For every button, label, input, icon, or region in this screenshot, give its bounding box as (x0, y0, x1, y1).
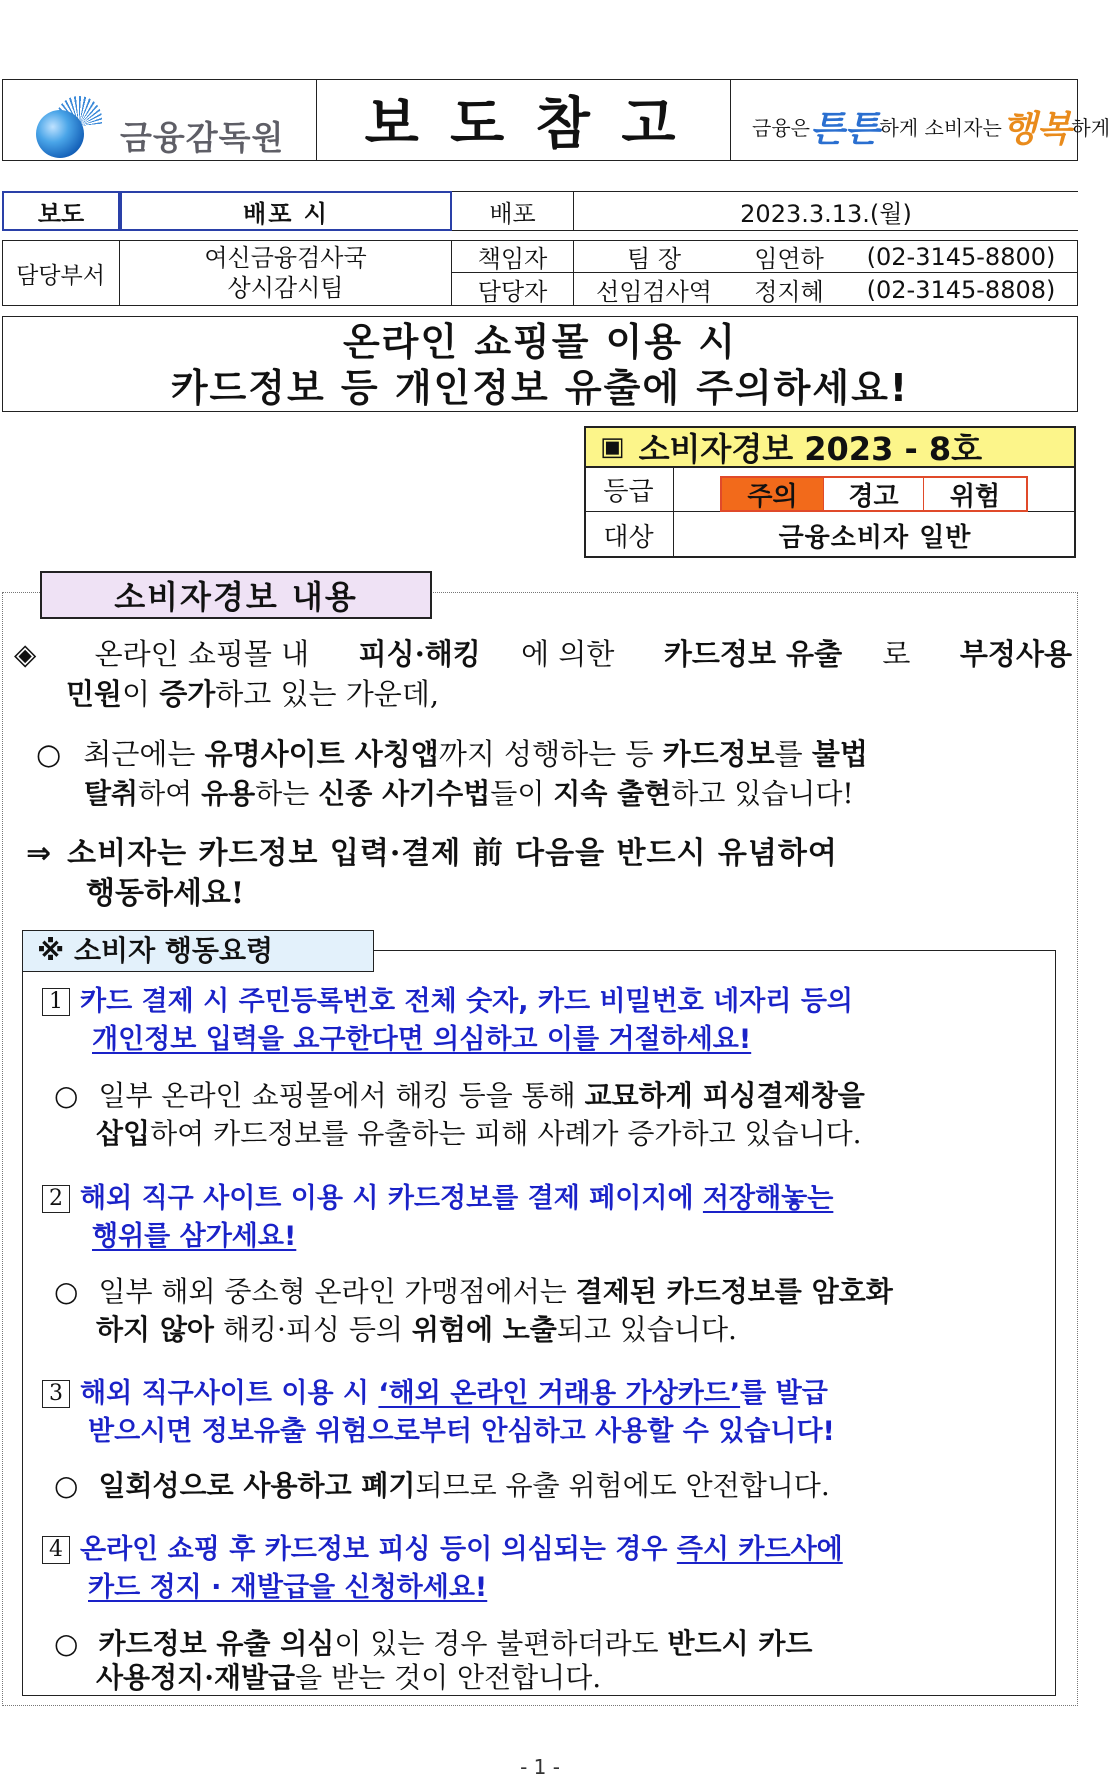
item-number-2: 2 (42, 1185, 70, 1213)
arrow-line2: 행동하세요! (86, 876, 245, 911)
guide-item-2-body (54, 1273, 1054, 1349)
item2-b-t1: 일부 해외 중소형 온라인 가맹점에서는 (98, 1275, 576, 1308)
contact-phone: (02-3145-8808) (866, 275, 1056, 304)
alert-title-bar (584, 426, 1076, 468)
intro2-t7: 하고 있습니다! (671, 777, 854, 810)
grade-caution: 주의 (720, 476, 824, 512)
item1-b-b1: 교묘하게 피싱결제창을 (584, 1079, 865, 1112)
target-label: 대상 (584, 512, 674, 558)
contact-title: 팀 장 (627, 245, 681, 273)
bullet-icon: ○ (54, 1627, 79, 1660)
bullet-icon: ○ (54, 1079, 79, 1112)
intro-t3: 로 (882, 637, 920, 671)
logo-globe-icon (36, 110, 84, 158)
release-label: 보도 (2, 191, 120, 231)
dept-line1: 여신금융검사국 (204, 244, 367, 272)
guide-item-3-body (54, 1467, 1054, 1505)
intro-b5: 증가 (159, 677, 216, 711)
intro2-t3: 를 (774, 737, 812, 771)
distribute-label: 배포 (452, 191, 574, 231)
intro-paragraph (14, 634, 1072, 714)
contact-name: 정지혜 (754, 278, 824, 306)
intro-b4: 민원 (66, 677, 123, 711)
item2-b-t3: 되고 있습니다. (556, 1313, 737, 1346)
org-name: 금융감독원 (120, 118, 285, 157)
intro2-t6: 들이 (490, 777, 554, 810)
intro2-paragraph (36, 734, 1072, 814)
item3-head1a: 해외 직구사이트 이용 시 (80, 1378, 379, 1409)
item4-head2: 카드 정지 · 재발급을 신청하세요! (88, 1572, 488, 1603)
bullet-icon: ○ (36, 737, 62, 771)
intro2-b6: 신종 사기수법 (318, 777, 491, 810)
content-title: 소비자경보 내용 (40, 571, 432, 619)
release-date: 2023.3.13.(월) (740, 199, 912, 228)
guide-item-1-body (54, 1077, 1054, 1153)
page-number: - 1 - (520, 1755, 560, 1779)
intro2-t2: 까지 성행하는 등 (438, 737, 663, 771)
item4-b-b2: 반드시 카드 (667, 1627, 813, 1660)
bullet-icon: ○ (54, 1469, 79, 1502)
contact-name: 임연하 (754, 245, 824, 273)
logo (36, 96, 296, 156)
doc-type-title: 보 도 참 고 (364, 92, 682, 157)
guide-item-4-body (54, 1627, 1054, 1695)
intro2-b1: 유명사이트 사칭앱 (204, 737, 439, 771)
item3-head1b: ‘해외 온라인 거래용 가상카드’ (378, 1378, 741, 1409)
guide-title: ※ 소비자 행동요령 (22, 930, 374, 972)
guide-item-1-heading (42, 983, 1052, 1059)
item-number-4: 4 (42, 1536, 70, 1564)
diamond-icon: ◈ (14, 637, 37, 671)
intro-t2: 에 의한 (521, 637, 624, 671)
item4-b-b1: 카드정보 유출 의심 (98, 1627, 335, 1660)
item3-b-t1: 되므로 유출 위험에도 안전합니다. (415, 1469, 830, 1502)
slogan-part1: 금융은 (752, 115, 810, 140)
item2-head1a: 해외 직구 사이트 이용 시 카드정보를 결제 페이지에 (80, 1183, 703, 1214)
arrow-paragraph (26, 834, 1072, 914)
grade-warning: 경고 (824, 476, 924, 512)
item2-b-t2: 해킹·피싱 등의 (213, 1313, 412, 1346)
item4-b-t1: 이 있는 경우 불편하더라도 (334, 1627, 668, 1660)
item4-b-t2: 을 받는 것이 안전합니다. (295, 1661, 602, 1694)
item2-head2: 행위를 삼가세요! (92, 1221, 297, 1252)
intro-t5: 하고 있는 가운데, (215, 677, 440, 711)
dept-label: 담당부서 (2, 240, 120, 306)
alert-marker-icon: ▣ (600, 432, 625, 462)
arrow-line1: 소비자는 카드정보 입력·결제 前 다음을 반드시 유념하여 (67, 836, 838, 871)
alert-title: 소비자경보 2023 - 8호 (638, 430, 983, 468)
contact-role: 담당자 (452, 273, 574, 306)
item1-b-t2: 하여 카드정보를 유출하는 피해 사례가 증가하고 있습니다. (150, 1117, 862, 1150)
item3-head2: 받으시면 정보유출 위험으로부터 안심하고 사용할 수 있습니다! (88, 1416, 835, 1447)
contact-row-2 (452, 273, 1078, 306)
contact-title: 선임검사역 (596, 278, 712, 306)
item1-b-t1: 일부 온라인 쇼핑몰에서 해킹 등을 통해 (98, 1079, 585, 1112)
intro-t1: 온라인 쇼핑몰 내 (94, 637, 319, 671)
intro2-b4: 탈취 (84, 777, 139, 810)
item-number-1: 1 (42, 988, 70, 1016)
contact-role: 책임자 (452, 240, 574, 273)
dept-line2: 상시감시팀 (227, 274, 344, 302)
slogan-part2: 하게 소비자는 (879, 115, 1002, 140)
headline-box (2, 316, 1078, 412)
intro2-b2: 카드정보 (662, 737, 775, 771)
headline-line1: 온라인 쇼핑몰 이용 시 (342, 320, 738, 364)
item2-head1b: 저장해놓는 (702, 1183, 834, 1214)
item2-b-b3: 위험에 노출 (411, 1313, 557, 1346)
intro-b3: 부정사용 (959, 637, 1072, 671)
item3-head1c: 를 발급 (740, 1378, 828, 1409)
intro2-t1: 최근에는 (83, 737, 205, 771)
intro2-t4: 하여 (138, 777, 202, 810)
grade-label: 등급 (584, 468, 674, 512)
item4-b-b3: 사용정지·재발급 (96, 1661, 296, 1694)
bullet-icon: ○ (54, 1275, 79, 1308)
grade-danger: 위험 (924, 476, 1028, 512)
guide-item-3-heading (42, 1375, 1052, 1451)
item4-head1a: 온라인 쇼핑 후 카드정보 피싱 등이 의심되는 경우 (80, 1534, 677, 1565)
slogan-part3: 하게 (1071, 115, 1110, 140)
headline-line2: 카드정보 등 개인정보 유출에 주의하세요! (170, 366, 910, 410)
item1-head1: 카드 결제 시 주민등록번호 전체 숫자, 카드 비밀번호 네자리 등의 (80, 986, 853, 1017)
item2-b-b1: 결제된 카드정보를 암호화 (575, 1275, 893, 1308)
item1-head2: 개인정보 입력을 요구한다면 의심하고 이를 거절하세요! (92, 1024, 752, 1055)
dept-name (120, 240, 452, 306)
guide-item-2-heading (42, 1180, 1052, 1256)
item2-b-b2: 하지 않아 (96, 1313, 214, 1346)
intro-b1: 피싱·해킹 (358, 637, 481, 671)
contact-row-1 (452, 240, 1078, 273)
intro2-t5: 하는 (255, 777, 319, 810)
item1-b-b2: 삽입 (96, 1117, 151, 1150)
slogan-emph1: 튼튼 (809, 108, 880, 150)
intro2-b3: 불법 (811, 737, 868, 771)
intro2-b5: 유용 (201, 777, 256, 810)
target-value: 금융소비자 일반 (778, 522, 972, 553)
contact-phone: (02-3145-8800) (866, 242, 1056, 271)
arrow-icon: ⇒ (26, 836, 52, 871)
guide-item-4-heading (42, 1531, 1052, 1607)
release-timing: 배포 시 (120, 191, 452, 231)
slogan-emph2: 행복 (1001, 108, 1072, 150)
header-divider-2 (730, 79, 731, 161)
intro-t4: 이 (122, 677, 160, 711)
intro2-b7: 지속 출현 (553, 777, 672, 810)
item-number-3: 3 (42, 1380, 70, 1408)
slogan (752, 96, 1110, 156)
item4-head1b: 즉시 카드사에 (676, 1534, 843, 1565)
item3-b-b1: 일회성으로 사용하고 폐기 (98, 1469, 416, 1502)
intro-b2: 카드정보 유출 (663, 637, 843, 671)
